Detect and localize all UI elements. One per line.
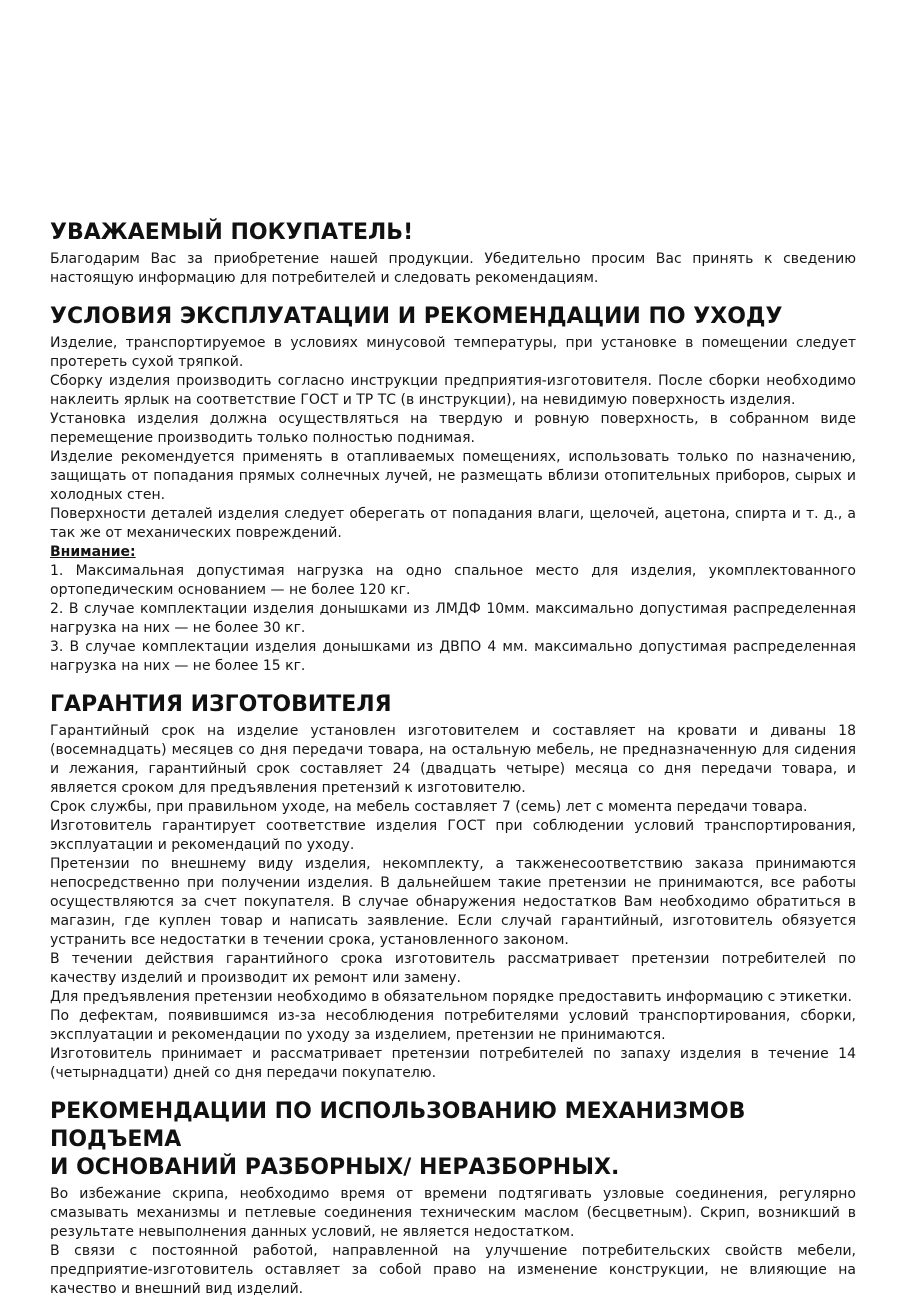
paragraph: В течении действия гарантийного срока изготовитель рассматривает претензии потребителей по качеству изделий и производит их ремонт или замену. [50, 951, 856, 986]
section-heading-line: ГАРАНТИЯ ИЗГОТОВИТЕЛЯ [50, 692, 392, 717]
paragraph: Благодарим Вас за приобретение нашей продукции. Убедительно просим Вас принять к сведению настоящую информацию для потребителей и следовать рекомендациям. [50, 251, 856, 286]
section-manufacturer-warranty [50, 691, 856, 1083]
paragraph: Во избежание скрипа, необходимо время от времени подтягивать узловые соединения, регулярно смазывать механизмы и петлевые соединения техническим маслом (бесцветным). Скрип, возникший в результате невыполнения данных условий, не является недостатком. [50, 1186, 856, 1240]
paragraph: 3. В случае комплектации изделия донышками из ДВПО 4 мм. максимально допустимая распределенная нагрузка на них — не более 15 кг. [50, 639, 856, 674]
section-heading-line: УВАЖАЕМЫЙ ПОКУПАТЕЛЬ! [50, 220, 414, 245]
section-usage-conditions [50, 303, 856, 676]
section-heading-line: УСЛОВИЯ ЭКСПЛУАТАЦИИ И РЕКОМЕНДАЦИИ ПО УХОДУ [50, 304, 783, 329]
paragraph: Изделие рекомендуется применять в отапливаемых помещениях, использовать только по назначению, защищать от попадания прямых солнечных лучей, не размещать вблизи отопительных приборов, сырых и холодных стен. [50, 449, 856, 503]
paragraph: Установка изделия должна осуществляться на твердую и ровную поверхность, в собранном виде перемещение производить только полностью поднимая. [50, 411, 856, 446]
paragraph: Изготовитель принимает и рассматривает претензии потребителей по запаху изделия в течение 14 (четырнадцати) дней со дня передачи покупателю. [50, 1046, 856, 1081]
paragraph: Поверхности деталей изделия следует оберегать от попадания влаги, щелочей, ацетона, спирта и т. д., а так же от механических повреждений. [50, 506, 856, 541]
paragraph: Для предъявления претензии необходимо в обязательном порядке предоставить информацию с этикетки. [50, 989, 852, 1005]
paragraph: Сборку изделия производить согласно инструкции предприятия-изготовителя. После сборки необходимо наклеить ярлык на соответствие ГОСТ и ТР ТС (в инструкции), на невидимую поверхность изделия. [50, 373, 856, 408]
paragraph: 1. Максимальная допустимая нагрузка на одно спальное место для изделия, укомплектованного ортопедическим основанием — не более 120 кг. [50, 563, 856, 598]
section-mechanism-recommendations [50, 1098, 856, 1299]
section-heading-line: И ОСНОВАНИЙ РАЗБОРНЫХ/ НЕРАЗБОРНЫХ. [50, 1155, 620, 1180]
section-heading-line: РЕКОМЕНДАЦИИ ПО ИСПОЛЬЗОВАНИЮ МЕХАНИЗМОВ ПОДЪЕМА [50, 1099, 746, 1152]
paragraph: Изделие, транспортируемое в условиях минусовой температуры, при установке в помещении следует протереть сухой тряпкой. [50, 335, 856, 370]
paragraph: 2. В случае комплектации изделия донышками из ЛМДФ 10мм. максимально допустимая распределенная нагрузка на них — не более 30 кг. [50, 601, 856, 636]
paragraph: В связи с постоянной работой, направленной на улучшение потребительских свойств мебели, предприятие-изготовитель оставляет за собой право на изменение конструкции, не влияющие на качество и внешний вид изделий. [50, 1243, 856, 1297]
attention-label: Внимание: [50, 544, 136, 560]
paragraph: По дефектам, появившимся из-за несоблюдения потребителями условий транспортирования, сборки, эксплуатации и рекомендации по уходу за изделием, претензии не принимаются. [50, 1008, 856, 1043]
paragraph: Гарантийный срок на изделие установлен изготовителем и составляет на кровати и диваны 18 (восемнадцать) месяцев со дня передачи товара, на остальную мебель, не предназначенную для сидения и лежания, гарантийный срок составляет 24 (двадцать четыре) месяца со дня передачи товара, и является сроком для предъявления претензий к изготовителю. [50, 723, 856, 796]
section-heading [50, 691, 856, 719]
section-greeting [50, 219, 856, 288]
section-heading [50, 303, 856, 331]
section-heading [50, 219, 856, 247]
paragraph: Претензии по внешнему виду изделия, некомплекту, а такженесоответствию заказа принимаются непосредственно при получении изделия. В дальнейшем такие претензии не принимаются, все работы осуществляются за счет покупателя. В случае обнаружения недостатков Вам необходимо обратиться в магазин, где куплен товар и написать заявление. Если случай гарантийный, изготовитель обязуется устранить все недостатки в течении срока, установленного законом. [50, 856, 856, 948]
paragraph: Срок службы, при правильном уходе, на мебель составляет 7 (семь) лет с момента передачи товара. [50, 799, 808, 815]
section-heading [50, 1098, 856, 1182]
paragraph: Изготовитель гарантирует соответствие изделия ГОСТ при соблюдении условий транспортирования, эксплуатации и рекомендаций по уходу. [50, 818, 856, 853]
